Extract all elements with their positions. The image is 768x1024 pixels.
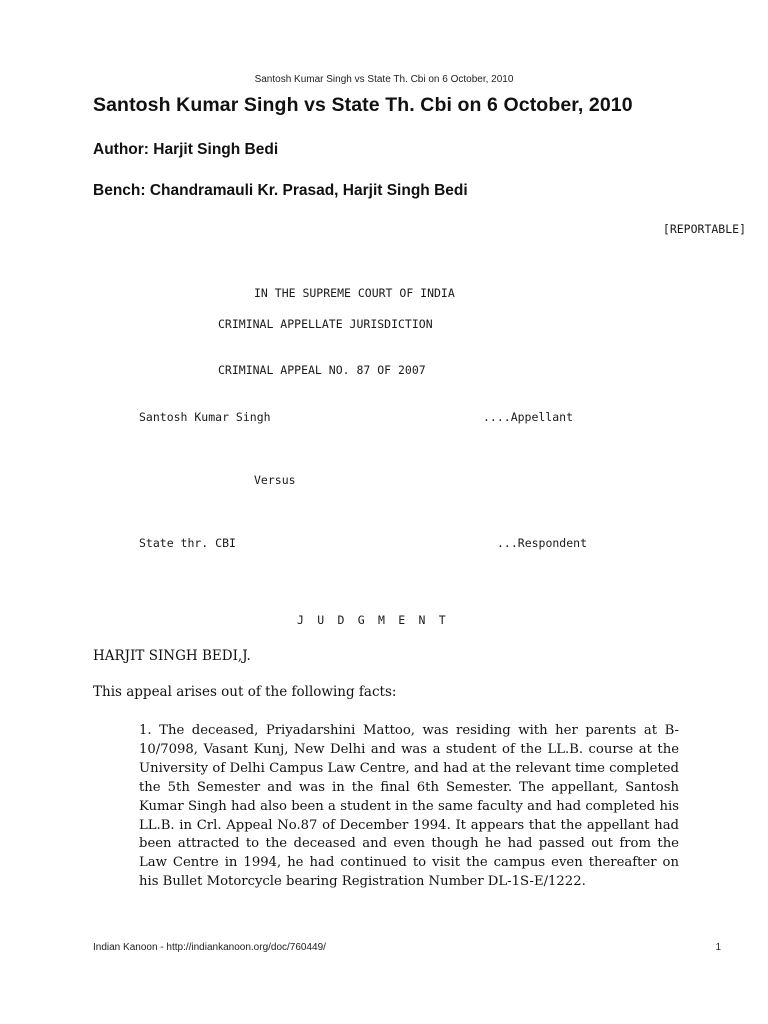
appellant-role: ....Appellant (483, 410, 574, 424)
reportable-tag: [REPORTABLE] (662, 222, 746, 236)
page-number: 1 (715, 942, 721, 953)
judgment-heading: J U D G M E N T (297, 613, 449, 627)
author-line: Author: Harjit Singh Bedi (93, 141, 279, 158)
respondent-name: State thr. CBI (139, 536, 236, 550)
appellant-name: Santosh Kumar Singh (139, 410, 271, 424)
intro-text: This appeal arises out of the following facts: (93, 684, 397, 700)
running-header: Santosh Kumar Singh vs State Th. Cbi on 6 October, 2010 (254, 74, 514, 85)
versus-label: Versus (254, 473, 296, 487)
document-title: Santosh Kumar Singh vs State Th. Cbi on 6 October, 2010 (93, 94, 633, 116)
footer-source-link[interactable]: Indian Kanoon - http://indiankanoon.org/doc/760449/ (93, 942, 326, 953)
judge-name: HARJIT SINGH BEDI,J. (93, 648, 251, 664)
respondent-role: ...Respondent (497, 536, 588, 550)
jurisdiction: CRIMINAL APPELLATE JURISDICTION (218, 317, 433, 331)
bench-line: Bench: Chandramauli Kr. Prasad, Harjit Singh Bedi (93, 182, 468, 199)
appeal-number: CRIMINAL APPEAL NO. 87 OF 2007 (218, 363, 426, 377)
court-name: IN THE SUPREME COURT OF INDIA (254, 286, 455, 300)
paragraph-1: 1. The deceased, Priyadarshini Mattoo, was residing with her parents at B-10/7098, Vasant Kunj, New Delhi and was a student of the LL.B. course at the University of Delhi Campus Law Centre, and had at the relevant time completed the 5th Semester and was in the final 6th Semester. The appellant, Santosh Kumar Singh had also been a student in the same faculty and had completed his LL.B. in Crl. Appeal No.87 of December 1994. It appears that the appellant had been attracted to the deceased and even though he had passed out from the Law Centre in 1994, he had continued to visit the campus even thereafter on his Bullet Motorcycle bearing Registration Number DL-1S-E/1222. (139, 723, 679, 890)
